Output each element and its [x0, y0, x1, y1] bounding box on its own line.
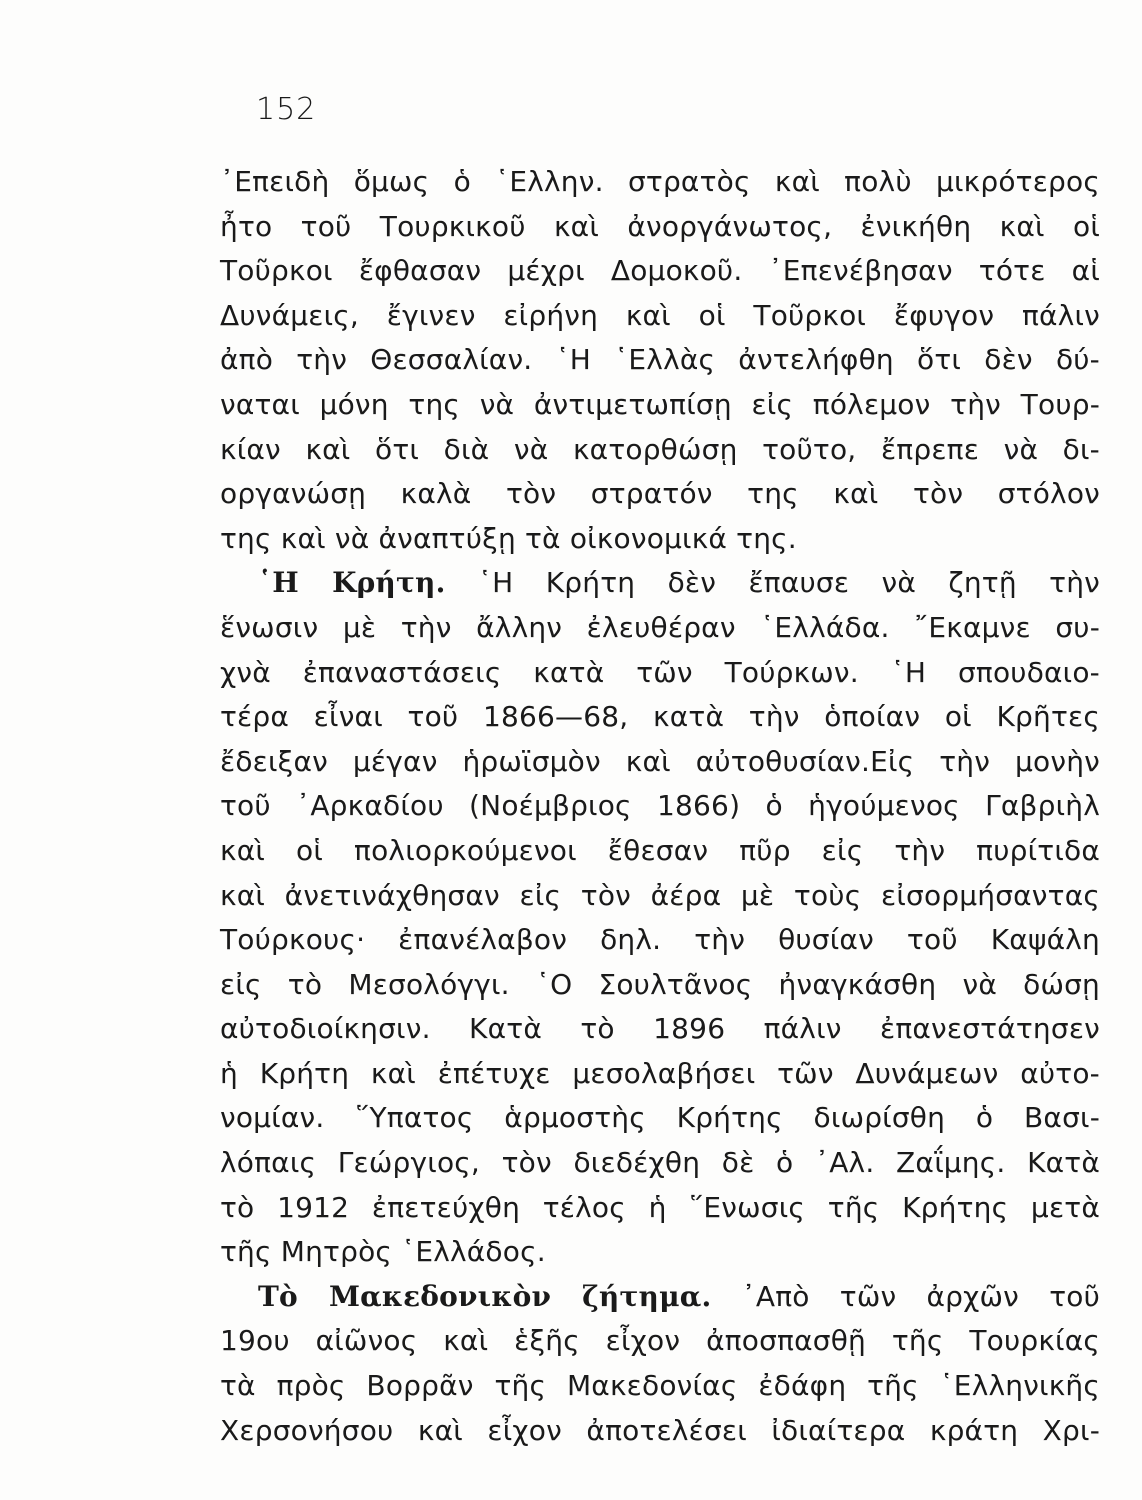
text-line: καὶ οἱ πολιορκούμενοι ἔθεσαν πῦρ εἰς τὴν πυρίτιδα: [220, 833, 1100, 867]
text-line: καὶ ἀνετινάχθησαν εἰς τὸν ἀέρα μὲ τοὺς εἰσορμήσαντας: [220, 878, 1100, 912]
text-line: τῆς Μητρὸς ῾Ελλάδος.: [220, 1235, 546, 1269]
body-text: [220, 160, 1100, 1453]
text-line: της καὶ νὰ ἀναπτύξῃ τὰ οἰκονομικά της.: [220, 521, 797, 555]
text-line: οργανώσῃ καλὰ τὸν στρατόν της καὶ τὸν στόλον: [220, 477, 1100, 511]
text-line: ᾽Επειδὴ ὅμως ὁ ῾Ελλην. στρατὸς καὶ πολὺ μικρότερος: [220, 165, 1100, 198]
text-line: Τὸ Μακεδονικὸν ζήτημα. ᾽Απὸ τῶν ἀρχῶν τοῦ: [258, 1279, 1100, 1313]
text-line: Χερσονήσου καὶ εἶχον ἀποτελέσει ἰδιαίτερα κράτη Χρι-: [220, 1413, 1100, 1447]
text-line: νομίαν. ῞Υπατος ἁρμοστὴς Κρήτης διωρίσθη ὁ Βασι-: [220, 1101, 1100, 1135]
text-line: Τούρκους· ἐπανέλαβον δηλ. τὴν θυσίαν τοῦ Καψάλη: [220, 923, 1100, 957]
text-line: ἕνωσιν μὲ τὴν ἄλλην ἐλευθέραν ῾Ελλάδα. ῎Εκαμνε συ-: [220, 610, 1100, 644]
text-line: ἦτο τοῦ Τουρκικοῦ καὶ ἀνοργάνωτος, ἐνικήθη καὶ οἱ: [220, 209, 1100, 243]
text-line: εἰς τὸ Μεσολόγγι. ῾Ο Σουλτᾶνος ἠναγκάσθη νὰ δώσῃ: [220, 967, 1100, 1001]
text-line: ῾Η Κρήτη. ῾Η Κρήτη δὲν ἔπαυσε νὰ ζητῇ τὴν: [258, 566, 1100, 600]
text-line: Δυνάμεις, ἔγινεν εἰρήνη καὶ οἱ Τοῦρκοι ἔφυγον πάλιν: [220, 298, 1100, 332]
text-line: ναται μόνη της νὰ ἀντιμετωπίσῃ εἰς πόλεμον τὴν Τουρ-: [220, 387, 1100, 421]
text-line: Τοῦρκοι ἔφθασαν μέχρι Δομοκοῦ. ᾽Επενέβησαν τότε αἱ: [220, 254, 1100, 288]
text-line: τὸ 1912 ἐπετεύχθη τέλος ἡ ῞Ενωσις τῆς Κρήτης μετὰ: [220, 1190, 1100, 1224]
text-line: ἔδειξαν μέγαν ἡρωϊσμὸν καὶ αὐτοθυσίαν.Εἰς τὴν μονὴν: [220, 744, 1100, 778]
text-line: κίαν καὶ ὅτι διὰ νὰ κατορθώσῃ τοῦτο, ἔπρεπε νὰ δι-: [220, 432, 1100, 466]
text-line: αὐτοδιοίκησιν. Κατὰ τὸ 1896 πάλιν ἐπανεστάτησεν: [220, 1012, 1100, 1046]
text-line: τέρα εἶναι τοῦ 1866—68, κατὰ τὴν ὁποίαν οἱ Κρῆτες: [220, 700, 1100, 734]
section-heading: ῾Η Κρήτη.: [258, 566, 446, 600]
text-line: ἡ Κρήτη καὶ ἐπέτυχε μεσολαβήσει τῶν Δυνάμεων αὐτο-: [220, 1056, 1100, 1090]
text-line: τὰ πρὸς Βορρᾶν τῆς Μακεδονίας ἐδάφη τῆς ῾Ελληνικῆς: [220, 1369, 1100, 1403]
page-number: 152: [256, 92, 317, 127]
text-line: 19ου αἰῶνος καὶ ἑξῆς εἶχον ἀποσπασθῇ τῆς Τουρκίας: [220, 1324, 1100, 1358]
section-heading: Τὸ Μακεδονικὸν ζήτημα.: [258, 1279, 712, 1313]
text-line: χνὰ ἐπαναστάσεις κατὰ τῶν Τούρκων. ῾Η σπουδαιο-: [220, 655, 1100, 689]
text-line: τοῦ ᾽Αρκαδίου (Νοέμβριος 1866) ὁ ἡγούμενος Γαβριὴλ: [220, 789, 1100, 823]
text-line: ἀπὸ τὴν Θεσσαλίαν. ῾Η ῾Ελλὰς ἀντελήφθη ὅτι δὲν δύ-: [220, 343, 1100, 377]
text-line: λόπαις Γεώργιος, τὸν διεδέχθη δὲ ὁ ᾽Αλ. Ζαΐμης. Κατὰ: [220, 1146, 1100, 1180]
